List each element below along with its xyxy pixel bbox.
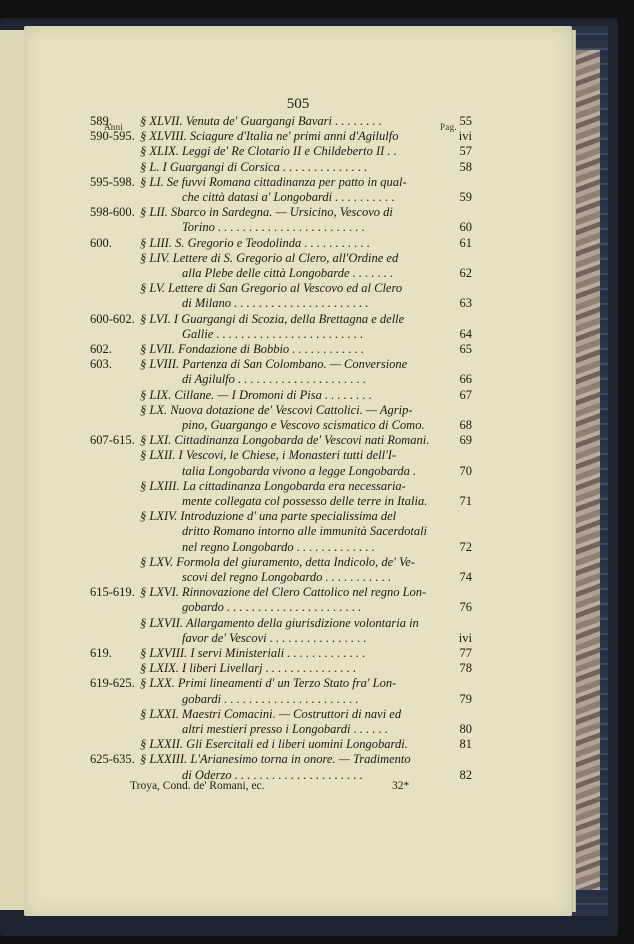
- toc-page-ref: 59: [459, 190, 472, 204]
- toc-entry-title: § LXX. Primi lineamenti d' un Terzo Stato fra' Lon-: [140, 676, 397, 691]
- toc-entry-continuation: gobardo . . . . . . . . . . . . . . . . . . . . . .: [182, 600, 362, 615]
- toc-page-ref: 61: [459, 235, 472, 250]
- toc-entry-title: § LX. Nuova dotazione de' Vescovi Cattolici. — Agrip-: [140, 402, 413, 417]
- toc-year: 595-598.: [90, 174, 135, 189]
- toc-entry-title: § LVI. I Guargangi di Scozia, della Brettagna e delle: [140, 311, 405, 326]
- toc-entry-title: § LVIII. Partenza di San Colombano. — Conversione: [140, 357, 408, 372]
- toc-page-ref: ivi: [458, 129, 472, 144]
- toc-entry-title: § LVII. Fondazione di Bobbio . . . . . . . . . . . .: [140, 342, 365, 356]
- toc-entry-continuation: di Agilulfo . . . . . . . . . . . . . . . . . . . . .: [182, 372, 367, 387]
- toc-entry-title: § LV. Lettere di San Gregorio al Vescovo ed al Clero: [140, 281, 403, 296]
- toc-year: 619-625.: [90, 676, 135, 691]
- toc-entry-continuation: altri mestieri presso i Longobardi . . . . . .: [182, 722, 389, 736]
- toc-page-ref: 70: [459, 463, 472, 478]
- toc-page-ref: 68: [459, 418, 472, 432]
- toc-entry-title: § LIV. Lettere di S. Gregorio al Clero, all'Ordine ed: [140, 250, 399, 265]
- toc-page-ref: 63: [459, 296, 472, 311]
- toc-entry-title: § LXV. Formola del giuramento, detta Indicolo, de' Ve-: [140, 554, 415, 569]
- toc-year: 625-635.: [90, 752, 135, 767]
- toc-page-ref: 64: [459, 326, 472, 341]
- toc-page-ref: 69: [459, 433, 472, 448]
- toc-page-ref: 58: [459, 159, 472, 174]
- toc-entry-continuation: gobardi . . . . . . . . . . . . . . . . . . . . . .: [182, 691, 359, 706]
- toc-page-ref: 72: [459, 539, 472, 554]
- toc-entry-continuation: che città datasi a' Longobardi . . . . . . . . . .: [182, 190, 395, 204]
- toc-entry-title: § LXIV. Introduzione d' una parte specialissima del: [140, 509, 397, 524]
- toc-year: 615-619.: [90, 585, 135, 600]
- page-number: 505: [286, 96, 310, 112]
- toc-page-ref: 74: [459, 570, 472, 584]
- toc-entry-title: § XLVIII. Sciagure d'Italia ne' primi anni d'Agilulfo: [140, 129, 399, 144]
- toc-year: 598-600.: [90, 205, 135, 220]
- toc-page-ref: 60: [459, 220, 472, 235]
- toc-page-ref: 81: [459, 737, 472, 752]
- toc-entry-title: § LXVII. Allargamento della giurisdizione volontaria in: [140, 615, 419, 630]
- toc-line: [24, 768, 572, 786]
- toc-entry-continuation: favor de' Vescovi . . . . . . . . . . . . . . . .: [182, 630, 367, 645]
- toc-entry-title: § LXI. Cittadinanza Longobarda de' Vescovi nati Romani.: [140, 433, 430, 448]
- toc-page-ref: 79: [459, 691, 472, 706]
- toc-entry-title: § LIX. Cillane. — I Dromoni di Pisa . . . . . . . .: [140, 387, 372, 402]
- toc-year: 619.: [90, 646, 112, 660]
- toc-page-ref: 66: [459, 372, 472, 387]
- toc-year: 589.: [90, 114, 112, 128]
- toc-entry-title: § LXXII. Gli Esercitali ed i liberi uomini Longobardi.: [140, 737, 408, 752]
- toc-entry-title: § LXIII. La cittadinanza Longobarda era necessaria-: [140, 478, 406, 493]
- toc-entry-continuation: di Milano . . . . . . . . . . . . . . . . . . . . . .: [182, 296, 369, 311]
- toc-entry-title: § LI. Se fuvvi Romana cittadinanza per patto in qual-: [140, 174, 407, 189]
- toc-page-ref: 67: [459, 387, 472, 402]
- toc-page-ref: ivi: [458, 630, 472, 645]
- facing-page-edge: [0, 30, 27, 910]
- marbled-edge: [574, 50, 600, 890]
- column-header-years: Anni: [104, 122, 124, 132]
- footer-signature: Troya, Cond. de' Romani, ec.: [130, 780, 265, 792]
- toc-entry-continuation: dritto Romano intorno alle immunità Sacerdotali: [182, 524, 428, 539]
- toc-page-ref: 55: [459, 114, 472, 128]
- toc-year: 607-615.: [90, 433, 135, 448]
- toc-year: 602.: [90, 342, 112, 356]
- toc-page-ref: 78: [459, 661, 472, 676]
- toc-page-ref: 76: [459, 600, 472, 615]
- toc-page-ref: 80: [459, 722, 472, 736]
- toc-entry-title: § LXVIII. I servi Ministeriali . . . . . . . . . . . . .: [140, 646, 366, 660]
- toc-year: 603.: [90, 357, 112, 372]
- toc-entry-continuation: mente collegata col possesso delle terre in Italia.: [182, 494, 428, 508]
- toc-entry-title: § XLIX. Leggi de' Re Clotario II e Childeberto II . .: [140, 144, 397, 159]
- toc-page-ref: 77: [459, 646, 472, 660]
- toc-entry-continuation: nel regno Longobardo . . . . . . . . . . . . .: [182, 539, 375, 554]
- toc-year: 590-595.: [90, 129, 135, 144]
- toc-entry-continuation: scovi del regno Longobardo . . . . . . . . . . .: [182, 570, 392, 584]
- toc-entry-continuation: pino, Guargango e Vescovo scismatico di Como.: [182, 418, 425, 432]
- toc-page-ref: 82: [459, 767, 472, 782]
- toc-year: 600-602.: [90, 311, 135, 326]
- column-header-pages: Pag.: [440, 122, 457, 132]
- toc-entry-title: § L. I Guargangi di Corsica . . . . . . . . . . . . . .: [140, 159, 368, 174]
- toc-page-ref: 71: [459, 494, 472, 508]
- footer-sheet-mark: 32*: [392, 780, 410, 792]
- toc-entry-title: § LXII. I Vescovi, le Chiese, i Monasteri tutti dell'I-: [140, 448, 397, 463]
- toc-entry-title: § LIII. S. Gregorio e Teodolinda . . . . . . . . . . .: [140, 235, 370, 250]
- toc-entry-title: § LXXI. Maestri Comacini. — Costruttori di navi ed: [140, 706, 402, 721]
- toc-page-ref: 65: [459, 342, 472, 356]
- toc-entry-continuation: alla Plebe delle città Longobarde . . . . . . .: [182, 266, 394, 280]
- book-page: [24, 26, 572, 916]
- toc-entry-continuation: di Oderzo . . . . . . . . . . . . . . . . . . . . .: [182, 767, 363, 782]
- toc-year: 600.: [90, 235, 112, 250]
- toc-page-ref: 57: [459, 144, 472, 159]
- toc-page-ref: 62: [459, 266, 472, 280]
- toc-entry-continuation: Torino . . . . . . . . . . . . . . . . . . . . . . . .: [182, 220, 365, 235]
- toc-entry-title: § XLVII. Venuta de' Guargangi Bavari . . . . . . . .: [140, 114, 382, 128]
- toc-entry-title: § LXVI. Rinnovazione del Clero Cattolico nel regno Lon-: [140, 585, 427, 600]
- toc-entry-title: § LII. Sbarco in Sardegna. — Ursicino, Vescovo di: [140, 205, 393, 220]
- toc-entry-continuation: Gallie . . . . . . . . . . . . . . . . . . . . . . . .: [182, 326, 364, 341]
- toc-entry-title: § LXXIII. L'Arianesimo torna in onore. — Tradimento: [140, 752, 411, 767]
- toc-entry-title: § LXIX. I liberi Livellarj . . . . . . . . . . . . . . .: [140, 661, 357, 676]
- toc-entry-continuation: talia Longobarda vivono a legge Longobarda .: [182, 463, 417, 478]
